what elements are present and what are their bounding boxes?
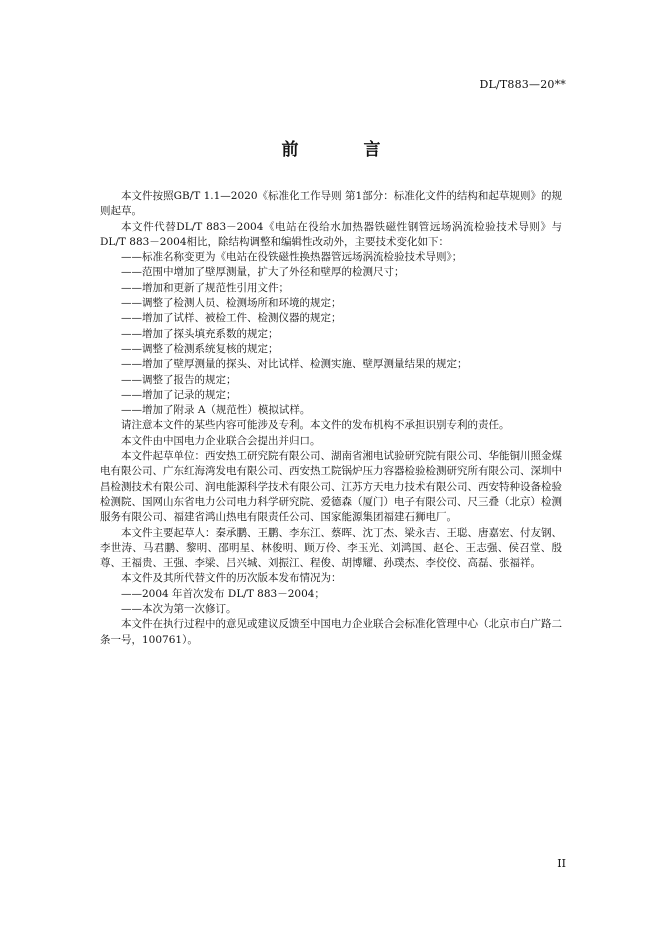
change-item: ——增加了壁厚测量的探头、对比试样、检测实施、壁厚测量结果的规定； — [121, 358, 468, 371]
paragraph: 本文件按照GB/T 1.1—2020《标准化工作导则 第1部分：标准化文件的结构和起草规则》的规则起草。 — [100, 190, 562, 218]
change-item: ——调整了检测系统复核的规定； — [121, 342, 279, 355]
paragraph: 本文件及其所代替文件的历次版本发布情况为： — [121, 572, 342, 585]
change-item: ——增加了试样、被检工件、检测仪器的规定； — [121, 312, 342, 325]
title-text: 前 言 — [281, 140, 405, 160]
change-item: ——增加了记录的规定； — [121, 388, 237, 401]
feedback-paragraph: 本文件在执行过程中的意见或建议反馈至中国电力企业联合会标准化管理中心（北京市白广路二条一号，100761）。 — [100, 618, 562, 646]
document-code: DL/T883—20** — [479, 78, 566, 91]
change-item: ——范围中增加了壁厚测量，扩大了外径和壁厚的检测尺寸； — [121, 266, 405, 279]
version-item: ——2004 年首次发布 DL/T 883－2004； — [121, 587, 325, 600]
paragraph: 本文件代替DL/T 883－2004《电站在役给水加热器铁磁性钢管远场涡流检验技术导则》与DL/T 883－2004相比，除结构调整和编辑性改动外，主要技术变化如下： — [100, 220, 562, 248]
paragraph: 请注意本文件的某些内容可能涉及专利。本文件的发布机构不承担识别专利的责任。 — [121, 419, 510, 432]
foreword-body — [100, 189, 562, 648]
change-item: ——标准名称变更为《电站在役铁磁性换热器管远场涡流检验技术导则》； — [121, 251, 463, 264]
drafting-units: 本文件起草单位：西安热工研究院有限公司、湖南省湘电试验研究院有限公司、华能铜川照金煤电有限公司、广东红海湾发电有限公司、西安热工院锅炉压力容器检验检测研究所有限公司、深圳中昌检测技术有限公司、润电能源科学技术有限公司、江苏方天电力技术有限公司、西安特种设备检验检测院、国网山东省电力公司电力科学研究院、爱德森（厦门）电子有限公司、尺三叠（北京）检测服务有限公司、福建省鸿山热电有限责任公司、国家能源集团福建石狮电厂。 — [100, 450, 562, 524]
change-item: ——调整了检测人员、检测场所和环境的规定； — [121, 297, 342, 310]
version-item: ——本次为第一次修订。 — [121, 603, 237, 616]
main-drafters: 本文件主要起草人：秦承鹏、王鹏、李东江、蔡晖、沈丁杰、梁永吉、王聪、唐嘉宏、付友钢、李世涛、马君鹏、黎明、邵明星、林俊明、顾万伶、李玉光、刘鸿国、赵仑、王志强、侯召堂、殷尊、王福贵、王强、李梁、吕兴城、刘振江、程俊、胡博耀、孙璞杰、李佼佼、高磊、张福祥。 — [100, 526, 562, 570]
paragraph: 本文件由中国电力企业联合会提出并归口。 — [121, 434, 321, 447]
change-item: ——增加了附录 A（规范性）模拟试样。 — [121, 404, 311, 417]
page-number: II — [557, 857, 566, 870]
change-item: ——增加和更新了规范性引用文件； — [121, 281, 289, 294]
page-title — [0, 135, 662, 160]
change-item: ——增加了探头填充系数的规定； — [121, 327, 279, 340]
change-item: ——调整了报告的规定； — [121, 373, 237, 386]
